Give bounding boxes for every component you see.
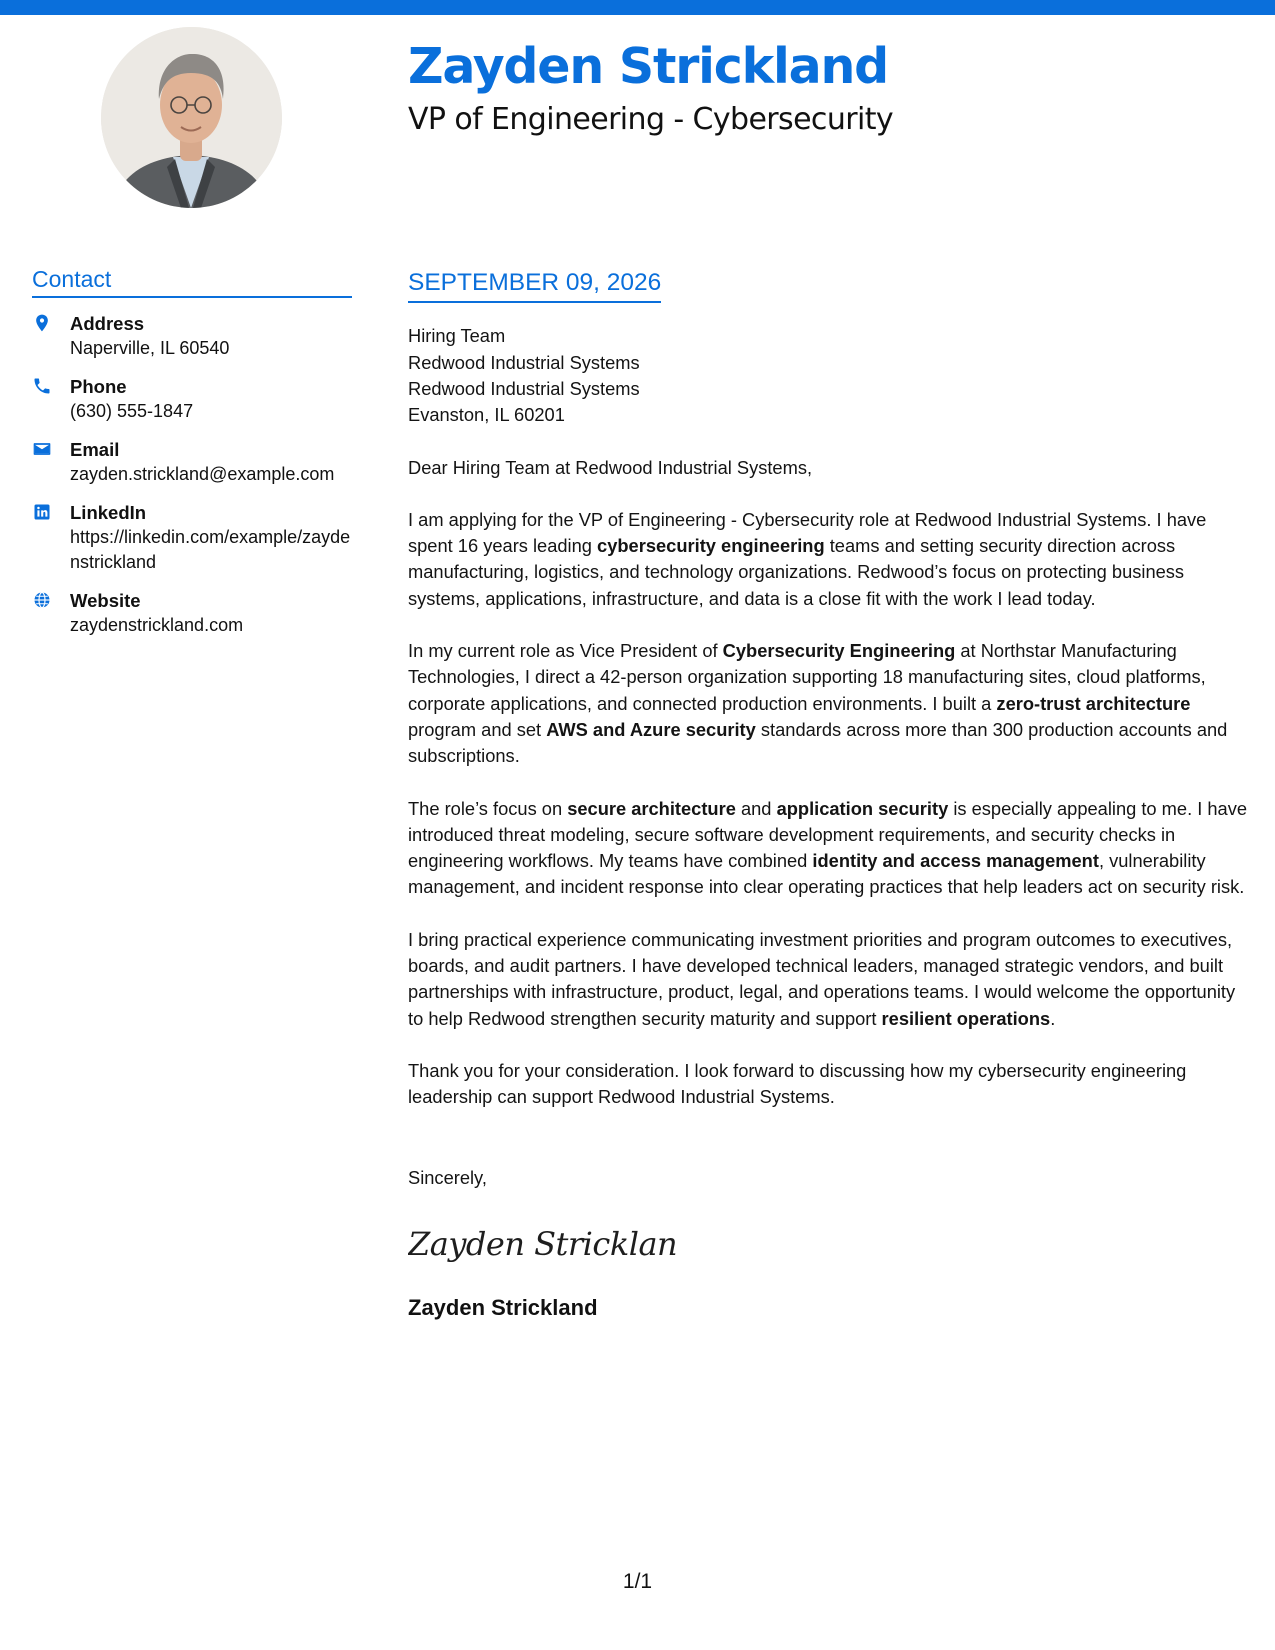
letter-date: SEPTEMBER 09, 2026: [408, 268, 661, 303]
salutation: Dear Hiring Team at Redwood Industrial Systems,: [408, 456, 813, 478]
emphasis-text: Cybersecurity Engineering: [722, 640, 956, 662]
contact-item-address: [32, 311, 352, 361]
contact-value-website[interactable]: zaydenstrickland.com: [70, 614, 244, 635]
profile-photo: [101, 27, 282, 208]
paragraph-text: .: [1050, 1007, 1056, 1029]
emphasis-text: AWS and Azure security: [546, 718, 756, 740]
contact-sidebar: [32, 266, 352, 651]
emphasis-text: identity and access management: [812, 850, 1099, 872]
envelope-icon: [32, 439, 54, 461]
paragraph-text: is especially appealing to me. I have introduced threat modeling, secure software development requirements, and security checks in engineering workflows. My teams have combined: [408, 797, 1248, 872]
paragraph-text: and: [735, 797, 777, 819]
recipient-line: Evanston, IL 60201: [408, 404, 565, 426]
emphasis-text: zero-trust architecture: [996, 692, 1191, 714]
paragraph-text: Thank you for your consideration. I look forward to discussing how my cybersecurity engineering leadership can support Redwood Industrial Systems.: [408, 1059, 1187, 1108]
globe-icon: [32, 590, 54, 612]
recipient-line: Redwood Industrial Systems: [408, 351, 640, 373]
signer-name: Zayden Strickland: [408, 1294, 598, 1320]
contact-label-email: Email: [70, 438, 120, 460]
recipient-line: Hiring Team: [408, 325, 506, 347]
letter-paragraph: [408, 638, 1253, 769]
phone-icon: [32, 376, 54, 398]
letter-paragraph: [408, 1058, 1253, 1111]
paragraph-text: teams and setting security direction across manufacturing, logistics, and technology organizations. Redwood’s focus on protecting business systems, applications, infrastructure, and data is a close fit with the work I lead today.: [408, 535, 1185, 609]
linkedin-icon: [32, 502, 54, 524]
contact-value-phone: (630) 555-1847: [70, 400, 194, 421]
signature: [408, 1217, 688, 1267]
contact-label-phone: Phone: [70, 375, 127, 397]
recipient-line: Redwood Industrial Systems: [408, 377, 640, 399]
contact-list: [32, 311, 352, 638]
contact-label-website: Website: [70, 589, 141, 611]
letter-paragraph: [408, 927, 1253, 1032]
contact-value-email[interactable]: zayden.strickland@example.com: [70, 463, 335, 484]
applicant-job-title: VP of Engineering - Cybersecurity: [408, 102, 894, 137]
paragraph-text: at Northstar Manufacturing Technologies, I direct a 42-person organization supporting 18 manufacturing sites, cloud platforms, corporate applications, and connected production environments. I built a: [408, 640, 1206, 714]
paragraph-text: I am applying for the VP of Engineering - Cybersecurity role at Redwood Industrial Systems. I have spent 16 years leading: [408, 508, 1207, 557]
paragraph-text: standards across more than 300 production accounts and subscriptions.: [408, 718, 1228, 767]
paragraph-text: I bring practical experience communicating investment priorities and program outcomes to executives, boards, and audit partners. I have developed technical leaders, managed strategic vendors, and built partnerships with infrastructure, product, legal, and operations teams. I would welcome the opportunity to help Redwood strengthen security maturity and support: [408, 928, 1236, 1029]
emphasis-text: cybersecurity engineering: [597, 535, 825, 557]
emphasis-text: resilient operations: [881, 1007, 1051, 1029]
contact-item-linkedin: [32, 500, 352, 575]
letter-body: [408, 268, 1253, 1321]
emphasis-text: secure architecture: [567, 797, 736, 819]
paragraph-text: , vulnerability management, and incident response into clear operating practices that help leaders act on security risk.: [408, 850, 1245, 898]
map-pin-icon: [32, 313, 54, 335]
paragraph-text: In my current role as Vice President of: [408, 640, 723, 662]
top-accent-bar: [0, 0, 1275, 15]
emphasis-text: application security: [776, 797, 949, 819]
letter-paragraph: [408, 796, 1253, 901]
paragraph-text: The role’s focus on: [408, 797, 568, 819]
contact-value-linkedin[interactable]: https://linkedin.com/example/zaydenstrickland: [70, 526, 351, 572]
contact-label-address: Address: [70, 312, 145, 334]
recipient-block: [408, 323, 1253, 428]
contact-item-website: [32, 588, 352, 638]
letter-paragraph: [408, 507, 1253, 612]
closing: Sincerely,: [408, 1166, 487, 1188]
contact-value-address: Naperville, IL 60540: [70, 337, 230, 358]
paragraph-text: program and set: [408, 718, 547, 740]
applicant-name: Zayden Strickland: [408, 38, 889, 95]
contact-heading: Contact: [32, 266, 352, 298]
contact-label-linkedin: LinkedIn: [70, 501, 147, 523]
contact-item-email: [32, 437, 352, 487]
page-number: 1/1: [622, 1570, 653, 1593]
contact-item-phone: [32, 374, 352, 424]
signature-text: Zayden Stricklan: [408, 1224, 678, 1263]
